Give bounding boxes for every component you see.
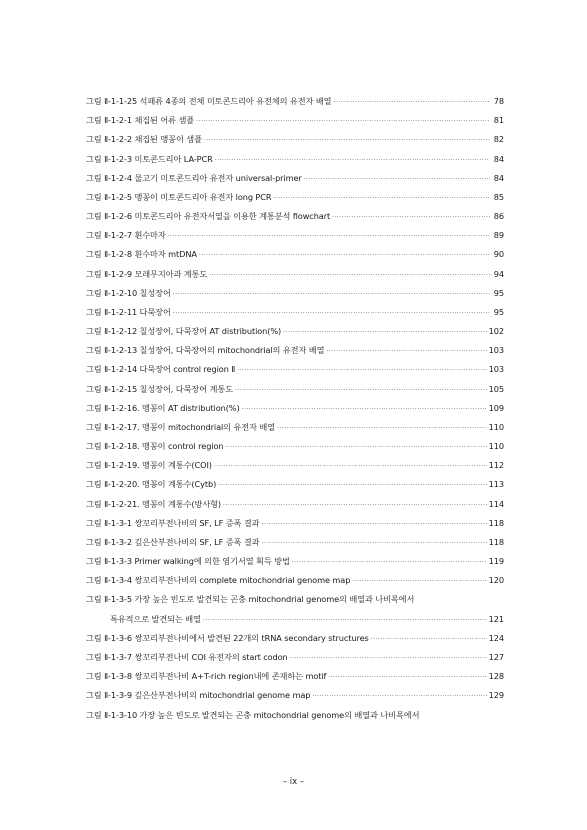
- dot-leader: [292, 560, 487, 566]
- toc-entry-page: 118: [488, 517, 504, 528]
- toc-entry[interactable]: [86, 441, 504, 460]
- toc-entry-page: 127: [488, 651, 504, 662]
- toc-entry-label: 그림 Ⅱ-1-2-2 채집된 맹꽁이 샘플: [86, 134, 202, 145]
- toc-entry[interactable]: [86, 422, 504, 441]
- toc-entry-label: 그림 Ⅱ-1-3-5 가장 높은 빈도로 발견되는 곤충 mitochondrial genome의 배열과 나비목에서: [86, 594, 415, 605]
- dot-leader: [304, 177, 490, 183]
- toc-entry-label: 그림 Ⅱ-1-3-7 쌍꼬리부전나비 COI 유전자의 start codon: [86, 651, 288, 662]
- dot-leader: [223, 503, 487, 509]
- toc-entry-label: 그림 Ⅱ-1-3-9 깊은산부전나비의 mitochondrial genome map: [86, 690, 311, 701]
- toc-entry[interactable]: [86, 537, 504, 556]
- toc-entry[interactable]: [86, 364, 504, 383]
- toc-entry[interactable]: [86, 192, 504, 211]
- toc-entry[interactable]: [86, 211, 504, 230]
- toc-entry-label: 그림 Ⅱ-1-2-4 물고기 미토콘드리아 유전자 universal-primer: [86, 172, 302, 183]
- toc-entry-label: 그림 Ⅱ-1-2-6 미토콘드리아 유전자서열을 이용한 계통분석 flowchart: [86, 211, 331, 222]
- toc-entry-page: 89: [493, 230, 504, 241]
- dot-leader: [215, 158, 490, 164]
- toc-entry-page: 121: [488, 613, 504, 624]
- toc-entry[interactable]: [86, 575, 504, 594]
- toc-entry-label: 그림 Ⅱ-1-3-2 깊은산부전나비의 SF, LF 증폭 결과: [86, 536, 260, 547]
- toc-entry-label: 그림 Ⅱ-1-2-5 맹꽁이 미토콘드리아 유전자 long PCR: [86, 191, 272, 202]
- toc-entry-label: 그림 Ⅱ-1-2-14 다묵장어 control region Ⅱ: [86, 364, 236, 375]
- toc-entry-label: 그림 Ⅱ-1-3-3 Primer walking에 의한 염기서열 획득 방법: [86, 556, 290, 567]
- dot-leader: [326, 349, 486, 355]
- dot-leader: [209, 273, 490, 279]
- toc-entry-page: 112: [488, 460, 504, 471]
- toc-entry-page: 95: [493, 306, 504, 317]
- dot-leader: [173, 292, 490, 298]
- table-of-figures: [86, 96, 504, 729]
- toc-entry[interactable]: [86, 115, 504, 134]
- dot-leader: [371, 637, 487, 643]
- dot-leader: [328, 675, 486, 681]
- toc-entry-label: 그림 Ⅱ-1-2-15 칠성장어, 다묵장어 계통도: [86, 383, 233, 394]
- toc-entry-page: 78: [493, 96, 504, 106]
- toc-entry-label: 그림 Ⅱ-1-3-6 쌍꼬리부전나비에서 발견된 22개의 tRNA secondary structures: [86, 632, 369, 643]
- toc-entry[interactable]: [86, 690, 504, 709]
- page-number-footer: – ix –: [282, 777, 305, 787]
- dot-leader: [332, 215, 490, 221]
- toc-entry[interactable]: [86, 154, 504, 173]
- dot-leader: [235, 388, 487, 394]
- toc-entry[interactable]: [86, 614, 504, 633]
- toc-entry-page: 120: [488, 575, 504, 586]
- dot-leader: [283, 330, 487, 336]
- dot-leader: [261, 522, 486, 528]
- dot-leader: [203, 618, 487, 624]
- toc-entry-page: 84: [493, 153, 504, 164]
- toc-entry[interactable]: [86, 633, 504, 652]
- toc-entry-page: 128: [488, 671, 504, 682]
- toc-entry[interactable]: [86, 518, 504, 537]
- toc-entry-page: 103: [488, 345, 504, 356]
- toc-entry-label: 그림 Ⅱ-1-2-20. 맹꽁이 계통수(Cytb): [86, 479, 217, 490]
- toc-entry-label: 그림 Ⅱ-1-3-1 쌍꼬리부전나비의 SF, LF 증폭 결과: [86, 517, 260, 528]
- dot-leader: [277, 426, 487, 432]
- toc-entry-page: 118: [488, 536, 504, 547]
- toc-entry[interactable]: [86, 652, 504, 671]
- dot-leader: [261, 541, 486, 547]
- toc-entry-label: 그림 Ⅱ-1-2-16. 맹꽁이 AT distribution(%): [86, 402, 240, 413]
- toc-entry[interactable]: [86, 96, 504, 115]
- toc-entry-page: 81: [493, 115, 504, 126]
- toc-entry-page: 113: [488, 479, 504, 490]
- toc-entry[interactable]: [86, 134, 504, 153]
- toc-entry-label: 그림 Ⅱ-1-3-10 가장 높은 빈도로 발견되는 곤충 mitochondrial genome의 배열과 나비목에서: [86, 709, 420, 720]
- toc-entry-page: 85: [493, 191, 504, 202]
- toc-entry[interactable]: [86, 173, 504, 192]
- toc-entry-page: 94: [493, 268, 504, 279]
- toc-entry[interactable]: [86, 288, 504, 307]
- toc-entry-page: 103: [488, 364, 504, 375]
- toc-entry-label: 그림 Ⅱ-1-2-13 칠성장어, 다묵장어의 mitochondrial의 유전자 배열: [86, 345, 325, 356]
- dot-leader: [242, 407, 487, 413]
- toc-entry-page: 86: [493, 211, 504, 222]
- toc-entry[interactable]: [86, 556, 504, 575]
- toc-entry-page: 114: [488, 498, 504, 509]
- dot-leader: [168, 234, 490, 240]
- dot-leader: [199, 253, 490, 259]
- toc-entry-page: 129: [488, 690, 504, 701]
- toc-entry[interactable]: [86, 479, 504, 498]
- toc-entry-label: 그림 Ⅱ-1-2-12 칠성장어, 다묵장어 AT distribution(%): [86, 326, 282, 337]
- toc-entry[interactable]: [86, 710, 504, 729]
- toc-entry-label: 그림 Ⅱ-1-2-8 흰수마자 mtDNA: [86, 249, 197, 260]
- toc-entry-label: 그림 Ⅱ-1-2-21. 맹꽁이 계통수(방사형): [86, 498, 222, 509]
- toc-entry-label: 그림 Ⅱ-1-2-3 미토콘드리아 LA-PCR: [86, 153, 213, 164]
- toc-entry-label: 그림 Ⅱ-1-2-9 모래무지아과 계통도: [86, 268, 208, 279]
- toc-entry-page: 110: [488, 421, 504, 432]
- toc-entry[interactable]: [86, 403, 504, 422]
- toc-entry-page: 110: [488, 441, 504, 452]
- toc-entry-label: 그림 Ⅱ-1-2-17. 맹꽁이 mitochondrial의 유전자 배열: [86, 421, 276, 432]
- toc-entry-label: 그림 Ⅱ-1-2-10 칠성장어: [86, 287, 171, 298]
- toc-entry-page: 102: [488, 326, 504, 337]
- toc-entry[interactable]: [86, 384, 504, 403]
- toc-entry-label: 그림 Ⅱ-1-2-7 흰수마자: [86, 230, 166, 241]
- toc-entry-page: 90: [493, 249, 504, 260]
- dot-leader: [237, 368, 486, 374]
- toc-entry-label: 그림 Ⅱ-1-2-19. 맹꽁이 계통수(COI): [86, 460, 212, 471]
- dot-leader: [196, 119, 490, 125]
- toc-entry-page: 105: [488, 383, 504, 394]
- toc-entry[interactable]: [86, 269, 504, 288]
- toc-entry-label: 그림 Ⅱ-1-3-4 쌍꼬리부전나비의 complete mitochondrial genome map: [86, 575, 351, 586]
- toc-entry[interactable]: [86, 249, 504, 268]
- dot-leader: [214, 464, 487, 470]
- toc-entry-label: 특유적으로 발견되는 배열: [110, 613, 201, 624]
- toc-entry[interactable]: [86, 307, 504, 326]
- toc-entry-label: 그림 Ⅱ-1-2-1 채집된 어류 샘플: [86, 115, 195, 126]
- toc-entry[interactable]: [86, 671, 504, 690]
- toc-entry-label: 그림 Ⅱ-1-3-8 쌍꼬리부전나비 A+T-rich region내에 존재하는 motif: [86, 671, 327, 682]
- dot-leader: [218, 483, 487, 489]
- toc-entry[interactable]: [86, 460, 504, 479]
- toc-entry-page: 84: [493, 172, 504, 183]
- toc-entry-label: 그림 Ⅱ-1-1-25 석패류 4종의 전체 미토콘드리아 유전체의 유전자 배열: [86, 96, 332, 106]
- toc-entry[interactable]: [86, 345, 504, 364]
- dot-leader: [173, 311, 490, 317]
- toc-entry-page: 109: [488, 402, 504, 413]
- toc-entry[interactable]: [86, 230, 504, 249]
- dot-leader: [204, 138, 490, 144]
- toc-entry[interactable]: [86, 499, 504, 518]
- dot-leader: [290, 656, 487, 662]
- toc-entry-page: 82: [493, 134, 504, 145]
- toc-entry[interactable]: [86, 594, 504, 613]
- toc-entry-page: 124: [488, 632, 504, 643]
- dot-leader: [352, 579, 486, 585]
- dot-leader: [273, 196, 490, 202]
- toc-entry-label: 그림 Ⅱ-1-2-11 다묵장어: [86, 306, 171, 317]
- toc-entry[interactable]: [86, 326, 504, 345]
- toc-entry-page: 95: [493, 287, 504, 298]
- toc-entry-page: 119: [488, 556, 504, 567]
- toc-entry-label: 그림 Ⅱ-1-2-18. 맹꽁이 control region: [86, 441, 224, 452]
- dot-leader: [225, 445, 486, 451]
- dot-leader: [333, 100, 490, 106]
- dot-leader: [312, 694, 486, 700]
